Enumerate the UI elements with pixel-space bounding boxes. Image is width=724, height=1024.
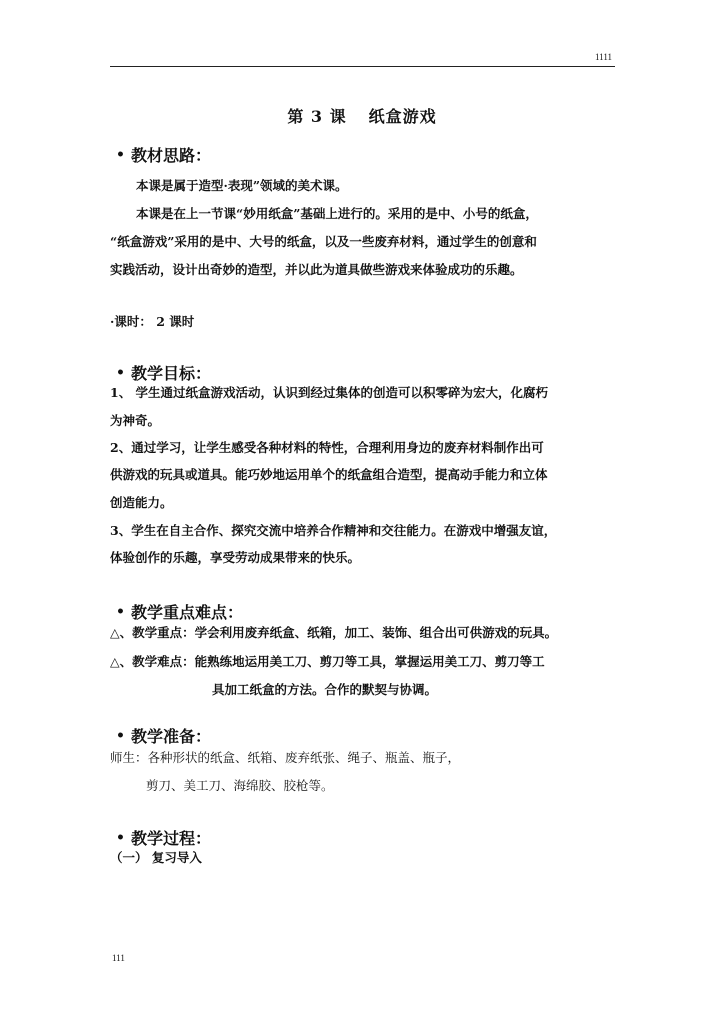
header-rule (110, 66, 615, 67)
paragraph-line: 实践活动，设计出奇妙的造型，并以此为道具做些游戏来体验成功的乐趣。 (110, 262, 523, 277)
goal-line: 供游戏的玩具或道具。能巧妙地运用单个的纸盒组合造型，提高动手能力和立体 (110, 467, 548, 482)
preparation-line: 师生：各种形状的纸盒、纸箱、废弃纸张、绳子、瓶盖、瓶子， (110, 750, 461, 765)
heading-goals (116, 361, 211, 384)
bullet-icon: • (116, 146, 125, 163)
key-point-line: △、教学重点：学会利用废弃纸盒、纸箱，加工、装饰、组合出可供游戏的玩具。 (110, 625, 558, 640)
paragraph-line: “纸盒游戏”采用的是中、大号的纸盒，以及一些废弃材料，通过学生的创意和 (110, 234, 537, 249)
lesson-name: 纸盒游戏 (368, 107, 437, 126)
key-point-line: 具加工纸盒的方法。合作的默契与协调。 (212, 682, 438, 697)
heading-thinking-label: 教材思路： (130, 146, 211, 165)
heading-preparation-label: 教学准备： (130, 727, 211, 746)
preparation-line: 剪刀、美工刀、海绵胶、胶枪等。 (146, 778, 334, 793)
heading-preparation (116, 724, 211, 747)
goal-line: 创造能力。 (110, 495, 173, 510)
heading-thinking (116, 143, 211, 166)
bullet-icon: • (116, 364, 125, 381)
goal-line: 2、通过学习，让学生感受各种材料的特性，合理利用身边的废弃材料制作出可 (110, 440, 544, 455)
key-point-line: △、教学难点：能熟练地运用美工刀、剪刀等工具，掌握运用美工刀、剪刀等工 (110, 654, 545, 669)
heading-key-points-label: 教学重点难点： (130, 603, 243, 622)
page-title (0, 104, 724, 127)
paragraph-line: 本课是在上一节课“妙用纸盒”基础上进行的。采用的是中、小号的纸盒， (136, 206, 538, 221)
header-page-label: 1111 (595, 52, 612, 62)
bullet-icon: • (116, 727, 125, 744)
paragraph-line: 本课是属于造型·表现”领域的美术课。 (136, 178, 348, 193)
heading-process (116, 826, 211, 849)
goal-line: 1、 学生通过纸盒游戏活动，认识到经过集体的创造可以积零碎为宏大，化腐朽 (110, 385, 549, 400)
goal-line: 为神奇。 (110, 413, 161, 428)
heading-process-label: 教学过程： (130, 829, 211, 848)
bullet-icon: • (116, 603, 125, 620)
bullet-icon: • (116, 829, 125, 846)
goal-line: 3、学生在自主合作、探究交流中培养合作精神和交往能力。在游戏中增强友谊， (110, 523, 557, 538)
heading-key-points (116, 600, 243, 623)
lesson-number: 第 3 课 (287, 107, 347, 126)
process-step: （一） 复习导入 (110, 850, 202, 865)
heading-goals-label: 教学目标： (130, 364, 211, 383)
goal-line: 体验创作的乐趣，享受劳动成果带来的快乐。 (110, 550, 361, 565)
footer-page-number: 111 (112, 953, 125, 963)
class-hours: ·课时： 2 课时 (110, 314, 195, 329)
